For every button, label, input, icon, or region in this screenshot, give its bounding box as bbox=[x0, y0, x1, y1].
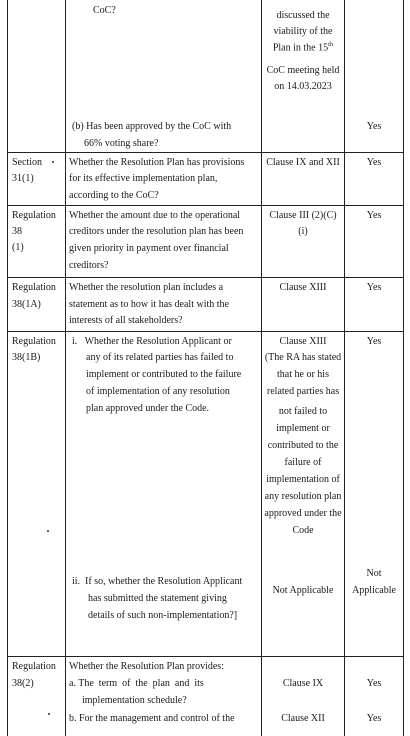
cell-clause: Clause XII bbox=[281, 713, 325, 724]
cell-clause: Clause IX and XII bbox=[266, 157, 340, 168]
cell-criteria-i: implement or contributed to the failure bbox=[86, 369, 242, 380]
cell-reference: 38 bbox=[12, 226, 22, 237]
cell-clause-line: on 14.03.2023 bbox=[274, 81, 332, 92]
superscript-th: th bbox=[328, 41, 334, 48]
cell-compliance: Not bbox=[366, 568, 382, 579]
cell-criteria: given priority in payment over financial bbox=[69, 243, 229, 254]
row-divider bbox=[7, 152, 404, 153]
cell-criteria: interests of all stakeholders? bbox=[69, 315, 183, 326]
cell-criteria-b: b. For the management and control of the bbox=[69, 713, 235, 724]
cell-compliance: Yes bbox=[366, 678, 382, 689]
cell-clause-line: implement or bbox=[276, 423, 330, 434]
scan-speck bbox=[48, 713, 50, 715]
row-divider bbox=[7, 205, 404, 206]
cell-compliance: Yes bbox=[366, 210, 382, 221]
cell-criteria: Whether the resolution plan includes a bbox=[69, 282, 224, 293]
cell-clause: Clause III (2)(C) bbox=[269, 210, 337, 221]
cell-reference: Regulation bbox=[12, 282, 56, 293]
cell-reference: 38(1A) bbox=[12, 299, 41, 310]
cell-criteria-a: a. The term of the plan and its bbox=[69, 678, 204, 689]
cell-reference: Section bbox=[12, 157, 42, 168]
cell-criteria: statement as to how it has dealt with the bbox=[69, 299, 229, 310]
cell-criteria: Whether the Resolution Plan has provisions bbox=[69, 157, 245, 168]
cell-subitem-b: (b) Has been approved by the CoC with bbox=[72, 121, 232, 132]
cell-clause-line: CoC meeting held bbox=[266, 65, 340, 76]
cell-criteria: for its effective implementation plan, bbox=[69, 173, 218, 184]
table-divider-col1 bbox=[65, 0, 66, 736]
cell-criteria-a: implementation schedule? bbox=[82, 695, 187, 706]
cell-clause: Clause IX bbox=[282, 678, 324, 689]
cell-compliance: Applicable bbox=[352, 585, 396, 596]
cell-clause-line: implementation of bbox=[266, 474, 340, 485]
cell-criteria: creditors? bbox=[69, 260, 109, 271]
cell-clause: Clause XIII bbox=[279, 282, 327, 293]
cell-clause-line: approved under the bbox=[264, 508, 342, 519]
cell-compliance: Yes bbox=[366, 121, 382, 132]
cell-reference: 38(2) bbox=[12, 678, 34, 689]
cell-reference: (1) bbox=[12, 242, 24, 253]
cell-criteria-i: i. Whether the Resolution Applicant or bbox=[72, 336, 232, 347]
cell-criteria-ii: details of such non-implementation?] bbox=[88, 610, 238, 621]
cell-clause-line: (The RA has stated bbox=[264, 352, 342, 363]
cell-subitem-b: 66% voting share? bbox=[84, 138, 159, 149]
row-divider bbox=[7, 656, 404, 657]
cell-compliance: Yes bbox=[366, 157, 382, 168]
row-divider bbox=[7, 331, 404, 332]
cell-clause: Not Applicable bbox=[272, 585, 334, 596]
cell-criteria-continued: CoC? bbox=[93, 5, 116, 16]
cell-clause-line: not failed to bbox=[278, 406, 328, 417]
cell-criteria: creditors under the resolution plan has been bbox=[69, 226, 244, 237]
cell-clause-line: Code bbox=[292, 525, 314, 536]
cell-compliance: Yes bbox=[366, 282, 382, 293]
cell-reference: Regulation bbox=[12, 210, 56, 221]
cell-reference: 31(1) bbox=[12, 173, 34, 184]
cell-criteria: according to the CoC? bbox=[69, 190, 159, 201]
table-divider-col3 bbox=[344, 0, 345, 736]
cell-compliance: Yes bbox=[366, 336, 382, 347]
cell-clause-line: any resolution plan bbox=[264, 491, 342, 502]
cell-criteria-i: any of its related parties has failed to bbox=[86, 352, 234, 363]
cell-clause-line: Clause XIII bbox=[279, 336, 327, 347]
scan-speck bbox=[52, 161, 54, 163]
cell-clause-line: discussed the bbox=[276, 10, 330, 21]
table-border-right bbox=[403, 0, 404, 736]
cell-clause: (i) bbox=[298, 226, 308, 237]
cell-reference: 38(1B) bbox=[12, 352, 41, 363]
table-border-left bbox=[7, 0, 8, 736]
cell-clause-line: failure of bbox=[284, 457, 322, 468]
cell-clause-line: contributed to the bbox=[267, 440, 339, 451]
row-divider bbox=[7, 277, 404, 278]
cell-criteria-i: of implementation of any resolution bbox=[86, 386, 230, 397]
cell-clause-line: related parties has bbox=[266, 386, 340, 397]
cell-clause-line: Plan in the 15th bbox=[272, 41, 334, 54]
cell-criteria-head: Whether the Resolution Plan provides: bbox=[69, 661, 224, 672]
cell-criteria: Whether the amount due to the operational bbox=[69, 210, 241, 221]
cell-criteria-ii: has submitted the statement giving bbox=[88, 593, 227, 604]
cell-criteria-i: plan approved under the Code. bbox=[86, 403, 210, 414]
cell-reference: Regulation bbox=[12, 336, 56, 347]
cell-reference: Regulation bbox=[12, 661, 56, 672]
cell-compliance: Yes bbox=[366, 713, 382, 724]
cell-clause-line: that he or his bbox=[277, 369, 329, 380]
cell-criteria-ii: ii. If so, whether the Resolution Applicant bbox=[72, 576, 243, 587]
scan-speck bbox=[47, 530, 49, 532]
cell-clause-line: viability of the bbox=[273, 26, 333, 37]
